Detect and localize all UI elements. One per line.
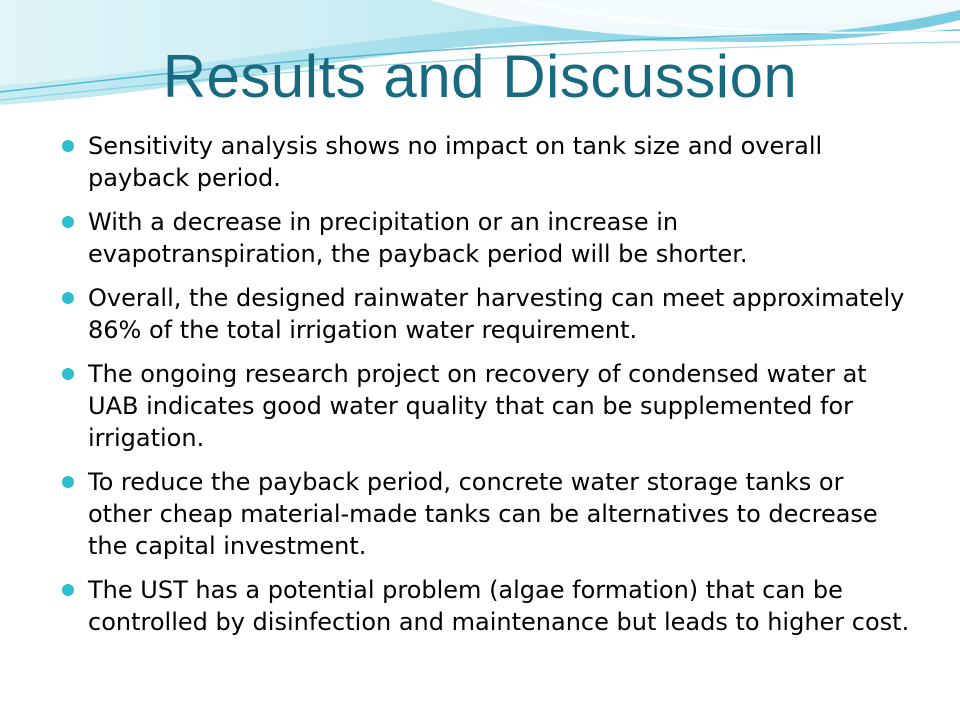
bullet-text: To reduce the payback period, concrete water storage tanks or other cheap material-made tanks can be alternatives to decrease the capital investment. <box>88 468 878 560</box>
bullet-dot-icon <box>62 476 74 488</box>
bullet-text: Overall, the designed rainwater harvesting can meet approximately 86% of the total irrigation water requirement. <box>88 284 905 344</box>
bullet-dot-icon <box>62 216 74 228</box>
bullet-text: The ongoing research project on recovery of condensed water at UAB indicates good water quality that can be supplemented for irrigation. <box>88 360 867 452</box>
bullet-item <box>62 466 912 562</box>
bullet-text: With a decrease in precipitation or an increase in evapotranspiration, the payback period will be shorter. <box>88 208 748 268</box>
bullet-item <box>62 358 912 454</box>
bullet-item <box>62 574 912 638</box>
bullet-list <box>62 130 912 650</box>
slide-title: Results and Discussion <box>162 43 798 110</box>
bullet-dot-icon <box>62 292 74 304</box>
bullet-dot-icon <box>62 368 74 380</box>
bullet-dot-icon <box>62 140 74 152</box>
bullet-text: The UST has a potential problem (algae formation) that can be controlled by disinfection and maintenance but leads to higher cost. <box>88 576 910 636</box>
bullet-text: Sensitivity analysis shows no impact on tank size and overall payback period. <box>88 132 823 192</box>
bullet-item <box>62 130 912 194</box>
bullet-dot-icon <box>62 584 74 596</box>
bullet-item <box>62 282 912 346</box>
bullet-item <box>62 206 912 270</box>
